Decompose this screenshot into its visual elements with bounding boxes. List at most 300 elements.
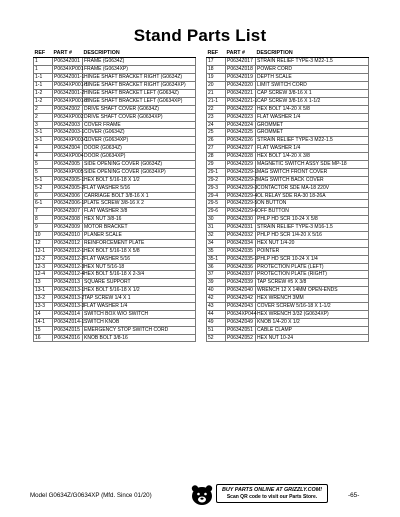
description-cell: GROMMET <box>256 121 369 129</box>
table-row <box>34 89 196 97</box>
table-row <box>34 74 196 82</box>
ref-cell: 25 <box>207 129 226 137</box>
description-cell: HEX BOLT 1/4-20 X 5/8 <box>256 105 369 113</box>
part-number-cell: P0634XP001-1 <box>54 82 88 89</box>
description-cell: GROMMET <box>256 129 369 137</box>
description-cell: HINGE SHAFT BRACKET RIGHT (G0634Z) <box>83 74 196 82</box>
description-cell: FLAT WASHER 3/8 <box>83 208 196 216</box>
description-cell: WRENCH 12 X 14MM OPEN-ENDS <box>256 287 369 295</box>
ref-cell: 37 <box>207 271 226 279</box>
description-cell: REINFORCEMENT PLATE <box>83 239 196 247</box>
part-number-cell: P0634Z001-2 <box>54 90 85 96</box>
part-number-cell: P0634Z003-1 <box>54 129 85 136</box>
description-cell: DRIVE SHAFT COVER (G0634Z) <box>83 105 196 113</box>
part-number-cell: P0634Z029-1 <box>227 168 258 175</box>
part-number-cell: P0634Z020 <box>226 82 256 90</box>
table-row <box>34 97 196 105</box>
ref-cell: 52 <box>207 334 226 342</box>
ref-cell: 9 <box>34 224 53 232</box>
description-cell: FLAT WASHER 5/16 <box>83 184 196 192</box>
ref-cell: 1 <box>34 66 53 74</box>
part-number-cell: P0634Z039 <box>226 279 256 287</box>
table-row <box>207 326 369 334</box>
ref-cell: 3 <box>34 121 53 129</box>
description-cell: PHLP HD SCR 10-24 X 5/8 <box>256 216 369 224</box>
description-cell: KNOB BOLT 3/8-16 <box>83 334 196 342</box>
ref-cell: 12-3 <box>34 263 53 271</box>
table-row <box>34 160 196 168</box>
part-number-cell: P0634Z019 <box>226 74 256 82</box>
table-row <box>34 200 196 208</box>
table-row <box>207 113 369 121</box>
part-number-cell: P0634Z012 <box>53 239 83 247</box>
ref-cell: 31 <box>207 224 226 232</box>
table-row <box>207 129 369 137</box>
part-number-cell: P0634Z025 <box>226 129 256 137</box>
ref-cell: 21-1 <box>207 97 226 105</box>
table-row <box>207 263 369 271</box>
part-number-cell: P0634Z018 <box>226 66 256 74</box>
part-number-cell: P0634Z040 <box>226 287 256 295</box>
part-number-cell: P0634Z013 <box>53 279 83 287</box>
ref-cell: 28 <box>207 153 226 161</box>
ref-cell: 29-4 <box>207 192 226 200</box>
table-row <box>34 295 196 303</box>
ref-cell: 26 <box>207 137 226 145</box>
table-row <box>207 176 369 184</box>
ref-cell: 18 <box>207 66 226 74</box>
part-number-cell: P0634Z002 <box>53 105 83 113</box>
part-number-cell: P0634Z010 <box>53 231 83 239</box>
table-row <box>34 287 196 295</box>
table-row <box>207 318 369 326</box>
part-number-cell: P0634XP001-2 <box>54 97 88 104</box>
part-number-cell: P0634Z027 <box>226 145 256 153</box>
table-row <box>207 97 369 105</box>
ref-cell: 17 <box>207 58 226 66</box>
table-row <box>207 192 369 200</box>
ref-cell: 3-1 <box>34 129 53 137</box>
description-cell: CARRIAGE BOLT 3/8-16 X 1 <box>83 192 196 200</box>
table-row <box>34 208 196 216</box>
description-cell: POINTER <box>256 247 369 255</box>
part-number-cell: P0634Z005-2 <box>54 184 85 191</box>
ref-cell: 13-3 <box>34 303 53 311</box>
part-number-cell: P0634Z001 <box>53 58 83 66</box>
description-cell: STRAIN RELIEF TYPE-3 M16-1.5 <box>256 224 369 232</box>
description-cell: CABLE CLAMP <box>256 326 369 334</box>
part-number-cell: P0634Z012-3 <box>54 263 85 270</box>
part-number-cell: P0634Z001-1 <box>54 74 85 81</box>
part-number-cell: P0634Z032 <box>226 231 256 239</box>
ref-cell: 1 <box>34 58 53 66</box>
part-number-cell: P0634Z028 <box>226 153 256 161</box>
table-row <box>34 318 196 326</box>
description-cell: CAP SCREW 3/8-16 X 1-1/2 <box>256 97 369 105</box>
part-number-cell: P0634Z008 <box>53 216 83 224</box>
ref-cell: 13-2 <box>34 295 53 303</box>
description-cell: HEX NUT 10-24 <box>256 334 369 342</box>
part-number-cell: P0634Z005-1 <box>54 176 85 183</box>
description-cell: COVER FRAME <box>83 121 196 129</box>
table-row <box>207 295 369 303</box>
ref-cell: 8 <box>34 216 53 224</box>
description-cell: PHLP HD SCR 10-24 X 1/4 <box>256 255 369 263</box>
part-number-cell: P0634Z026 <box>226 137 256 145</box>
part-number-cell: P0634Z051 <box>226 326 256 334</box>
ref-cell: 24 <box>207 121 226 129</box>
col-header-ref: REF <box>207 50 226 58</box>
table-row <box>34 176 196 184</box>
table-row <box>207 310 369 318</box>
part-number-cell: P0634Z021 <box>226 89 256 97</box>
part-number-cell: P0634Z024 <box>226 121 256 129</box>
table-row <box>207 208 369 216</box>
table-row <box>34 247 196 255</box>
description-cell: HEX NUT 3/8-16 <box>83 216 196 224</box>
part-number-cell: P0634Z012-2 <box>54 255 85 262</box>
part-number-cell: P0634Z005 <box>53 160 83 168</box>
table-row <box>34 334 196 342</box>
description-cell: PROTECTION PLATE (LEFT) <box>256 263 369 271</box>
part-number-cell: P0634Z023 <box>226 113 256 121</box>
table-row <box>207 287 369 295</box>
description-cell: PLANER SCALE <box>83 231 196 239</box>
description-cell: HEX BOLT 5/16-18 X 1/2 <box>83 287 196 295</box>
part-number-cell: P0634XP044 <box>227 310 257 317</box>
ref-cell: 35-1 <box>207 255 226 263</box>
ref-cell: 12-2 <box>34 255 53 263</box>
ref-cell: 35 <box>207 247 226 255</box>
description-cell: STRAIN RELIEF TYPE-3 M22-1.5 <box>256 58 369 66</box>
ref-cell: 6 <box>34 192 53 200</box>
description-cell: FLAT WASHER 5/16 <box>83 255 196 263</box>
table-row <box>207 200 369 208</box>
table-row <box>34 137 196 145</box>
part-number-cell: P0634Z016 <box>53 334 83 342</box>
ref-cell: 21 <box>207 89 226 97</box>
buy-parts-line2: Scan QR code to visit our Parts Store. <box>226 493 318 500</box>
ref-cell: 22 <box>207 105 226 113</box>
description-cell: PHLP HD SCR 1/4-20 X 5/16 <box>256 231 369 239</box>
part-number-cell: P0634Z006-1 <box>54 200 85 207</box>
table-row <box>34 145 196 153</box>
description-cell: FLAT WASHER 1/4 <box>83 303 196 311</box>
ref-cell: 29-3 <box>207 184 226 192</box>
table-row <box>34 105 196 113</box>
table-row <box>207 168 369 176</box>
description-cell: TAP SCREW #5 X 3/8 <box>256 279 369 287</box>
part-number-cell: P0634Z013-3 <box>54 303 85 310</box>
ref-cell: 30 <box>207 216 226 224</box>
part-number-cell: P0634Z017 <box>226 58 256 66</box>
ref-cell: 1-2 <box>34 89 53 97</box>
ref-cell: 39 <box>207 279 226 287</box>
description-cell: CONTACTOR SDE MA-18 220V <box>256 184 369 192</box>
part-number-cell: P0634Z012-1 <box>54 247 85 254</box>
table-row <box>207 231 369 239</box>
description-cell: COVER SCREW 5/16-18 X 1-1/2 <box>256 303 369 311</box>
ref-cell: 5 <box>34 168 53 176</box>
part-number-cell: P0634XP005 <box>54 168 84 175</box>
part-number-cell: P0634Z009 <box>53 224 83 232</box>
ref-cell: 4 <box>34 153 53 161</box>
description-cell: PLATE SCREW 3/8-16 X 2 <box>83 200 196 208</box>
description-cell: HINGE SHAFT BRACKET LEFT (G0634Z) <box>83 89 196 97</box>
description-cell: KNOB 1/4-20 X 1/2 <box>256 318 369 326</box>
buy-parts-box[interactable] <box>216 484 328 503</box>
table-row <box>207 184 369 192</box>
buy-parts-line1: BUY PARTS ONLINE AT GRIZZLY.COM! <box>221 487 323 493</box>
part-number-cell: P0634Z007 <box>53 208 83 216</box>
part-number-cell: P0634Z042 <box>226 295 256 303</box>
part-number-cell: P0634Z034 <box>226 239 256 247</box>
col-header-ref: REF <box>34 50 53 58</box>
description-cell: HEX NUT 5/16-18 <box>83 263 196 271</box>
ref-cell: 1-1 <box>34 82 53 90</box>
description-cell: FLAT WASHER 1/4 <box>256 145 369 153</box>
parts-table-right <box>206 50 369 342</box>
part-number-cell: P0634XP004 <box>54 153 84 160</box>
description-cell: HEX BOLT 5/16-18 X 1/2 <box>83 176 196 184</box>
table-row <box>207 137 369 145</box>
part-number-cell: P0634Z043 <box>226 303 256 311</box>
ref-cell: 3-1 <box>34 137 53 145</box>
part-number-cell: P0634Z013-2 <box>54 295 85 302</box>
ref-cell: 13 <box>34 279 53 287</box>
ref-cell: 20 <box>207 82 226 90</box>
table-row <box>207 271 369 279</box>
ref-cell: 51 <box>207 326 226 334</box>
table-row <box>207 255 369 263</box>
table-row <box>207 279 369 287</box>
parts-table-left <box>33 50 196 342</box>
ref-cell: 15 <box>34 326 53 334</box>
table-row <box>34 216 196 224</box>
ref-cell: 27 <box>207 145 226 153</box>
table-row <box>34 255 196 263</box>
table-row <box>207 82 369 90</box>
table-row <box>207 153 369 161</box>
ref-cell: 16 <box>34 334 53 342</box>
description-cell: DOOR (G0634Z) <box>83 145 196 153</box>
description-cell: LIMIT SWITCH CORD <box>256 82 369 90</box>
description-cell: FRAME (G0634XP) <box>83 66 196 74</box>
ref-cell: 1-2 <box>34 97 53 105</box>
table-row <box>207 105 369 113</box>
table-row <box>207 58 369 66</box>
ref-cell: 2 <box>34 113 53 121</box>
ref-cell: 5-1 <box>34 176 53 184</box>
ref-cell: 10 <box>34 231 53 239</box>
col-header-description: DESCRIPTION <box>256 50 369 58</box>
description-cell: SIDE OPENING COVER (G0634XP) <box>83 168 196 176</box>
table-row <box>207 74 369 82</box>
table-row <box>207 334 369 342</box>
table-row <box>207 66 369 74</box>
table-row <box>34 231 196 239</box>
ref-cell: 32 <box>207 231 226 239</box>
description-cell: PROTECTION PLATE (RIGHT) <box>256 271 369 279</box>
table-row <box>34 113 196 121</box>
description-cell: HINGE SHAFT BRACKET RIGHT (G0634XP) <box>83 82 196 90</box>
part-number-cell: P0634Z029 <box>226 160 256 168</box>
table-row <box>207 121 369 129</box>
table-row <box>34 192 196 200</box>
part-number-cell: P0634XP002 <box>54 113 84 120</box>
part-number-cell: P0634Z013-1 <box>54 287 85 294</box>
col-header-description: DESCRIPTION <box>83 50 196 58</box>
description-cell: DRIVE SHAFT COVER (G0634XP) <box>83 113 196 121</box>
table-row <box>207 160 369 168</box>
description-cell: HEX NUT 1/4-20 <box>256 239 369 247</box>
ref-cell: 43 <box>207 303 226 311</box>
part-number-cell: P0634Z031 <box>226 224 256 232</box>
part-number-cell: P0634Z004 <box>53 145 83 153</box>
part-number-cell: P0634Z003 <box>53 121 83 129</box>
ref-cell: 29-5 <box>207 200 226 208</box>
description-cell: HEX WRENCH 3/32 (G0634XP) <box>256 310 369 318</box>
table-row <box>207 89 369 97</box>
description-cell: MOTOR BRACKET <box>83 224 196 232</box>
description-cell: ON BUTTON <box>256 200 369 208</box>
table-row <box>34 224 196 232</box>
description-cell: EMERGENCY STOP SWITCH CORD <box>83 326 196 334</box>
ref-cell: 4 <box>34 145 53 153</box>
part-number-cell: P0634Z029-6 <box>227 208 258 215</box>
ref-cell: 44 <box>207 310 226 318</box>
ref-cell: 12-1 <box>34 247 53 255</box>
description-cell: DOOR (G0634XP) <box>83 153 196 161</box>
ref-cell: 14 <box>34 310 53 318</box>
ref-cell: 12-4 <box>34 271 53 279</box>
description-cell: STRAIN RELIEF TYPE-3 M22-1.5 <box>256 137 369 145</box>
table-row <box>207 216 369 224</box>
part-number-cell: P0634Z035-1 <box>227 255 258 262</box>
description-cell: SIDE OPENING COVER (G0634Z) <box>83 160 196 168</box>
part-number-cell: P0634Z012-4 <box>54 271 85 278</box>
part-number-cell: P0634Z021-1 <box>227 97 258 104</box>
table-row <box>34 184 196 192</box>
description-cell: POWER CORD <box>256 66 369 74</box>
ref-cell: 23 <box>207 113 226 121</box>
table-row <box>34 263 196 271</box>
part-number-cell: P0634Z029-3 <box>227 184 258 191</box>
part-number-cell: P0634Z014-1 <box>54 318 85 325</box>
table-row <box>34 279 196 287</box>
ref-cell: 49 <box>207 318 226 326</box>
part-number-cell: P0634Z035 <box>226 247 256 255</box>
description-cell: COVER (G0634Z) <box>83 129 196 137</box>
ref-cell: 1-1 <box>34 74 53 82</box>
part-number-cell: P0634Z030 <box>226 216 256 224</box>
part-number-cell: P0634XP003-1 <box>54 137 88 144</box>
table-row <box>34 66 196 74</box>
table-row <box>34 168 196 176</box>
description-cell: HEX BOLT 1/4-20 X 3/8 <box>256 153 369 161</box>
table-row <box>34 303 196 311</box>
description-cell: SQUARE SUPPORT <box>83 279 196 287</box>
parts-table-right-body <box>207 58 369 342</box>
ref-cell: 13-1 <box>34 287 53 295</box>
part-number-cell: P0634Z029-4 <box>227 192 258 199</box>
table-row <box>207 224 369 232</box>
part-number-cell: P0634Z006 <box>53 192 83 200</box>
ref-cell: 29-2 <box>207 176 226 184</box>
ref-cell: 19 <box>207 74 226 82</box>
description-cell: SWITCH BOX W/O SWITCH <box>83 310 196 318</box>
description-cell: DEPTH SCALE <box>256 74 369 82</box>
ref-cell: 34 <box>207 239 226 247</box>
ref-cell: 7 <box>34 208 53 216</box>
ref-cell: 2 <box>34 105 53 113</box>
part-number-cell: P0634Z029-5 <box>227 200 258 207</box>
part-number-cell: P0634XP001 <box>54 66 84 73</box>
table-row <box>34 121 196 129</box>
part-number-cell: P0634Z036 <box>226 263 256 271</box>
ref-cell: 5 <box>34 160 53 168</box>
description-cell: TAP SCREW 1/4 X 1 <box>83 295 196 303</box>
description-cell: HINGE SHAFT BRACKET LEFT (G0634XP) <box>83 97 196 105</box>
description-cell: HEX BOLT 5/16-18 X 5/8 <box>83 247 196 255</box>
description-cell: HEX WRENCH 3MM <box>256 295 369 303</box>
ref-cell: 42 <box>207 295 226 303</box>
table-row <box>34 310 196 318</box>
footer-model-text: Model G0634Z/G0634XP (Mfd. Since 01/20) <box>30 492 152 499</box>
grizzly-bear-logo-icon <box>190 484 214 506</box>
table-row <box>34 82 196 90</box>
ref-cell: 40 <box>207 287 226 295</box>
col-header-part: PART # <box>226 50 256 58</box>
part-number-cell: P0634Z014 <box>53 310 83 318</box>
ref-cell: 29-1 <box>207 168 226 176</box>
part-number-cell: P0634Z049 <box>226 318 256 326</box>
ref-cell: 6-1 <box>34 200 53 208</box>
col-header-part: PART # <box>53 50 83 58</box>
description-cell: CAP SCREW 3/8-16 X 1 <box>256 89 369 97</box>
description-cell: OL RELAY SDE RA-30 18-26A <box>256 192 369 200</box>
parts-table-left-body <box>34 58 196 342</box>
table-row <box>34 129 196 137</box>
table-row <box>34 326 196 334</box>
description-cell: MAG SWITCH BACK COVER <box>256 176 369 184</box>
page-number: -65- <box>348 492 360 499</box>
part-number-cell: P0634Z022 <box>226 105 256 113</box>
description-cell: FLAT WASHER 1/4 <box>256 113 369 121</box>
description-cell: OFF BUTTON <box>256 208 369 216</box>
description-cell: SWITCH KNOB <box>83 318 196 326</box>
ref-cell: 36 <box>207 263 226 271</box>
page-title: Stand Parts List <box>133 26 267 45</box>
ref-cell: 12 <box>34 239 53 247</box>
description-cell: COVER (G0634XP) <box>83 137 196 145</box>
table-row <box>207 303 369 311</box>
ref-cell: 29 <box>207 160 226 168</box>
table-row <box>207 247 369 255</box>
description-cell: MAGNETIC SWITCH ASSY SDE MP-18 <box>256 160 369 168</box>
part-number-cell: P0634Z037 <box>226 271 256 279</box>
description-cell: FRAME (G0634Z) <box>83 58 196 66</box>
table-row <box>34 239 196 247</box>
ref-cell: 29-6 <box>207 208 226 216</box>
part-number-cell: P0634Z052 <box>226 334 256 342</box>
description-cell: HEX BOLT 5/16-18 X 2-3/4 <box>83 271 196 279</box>
table-row <box>207 239 369 247</box>
part-number-cell: P0634Z015 <box>53 326 83 334</box>
ref-cell: 5-2 <box>34 184 53 192</box>
table-row <box>34 271 196 279</box>
table-row <box>34 58 196 66</box>
